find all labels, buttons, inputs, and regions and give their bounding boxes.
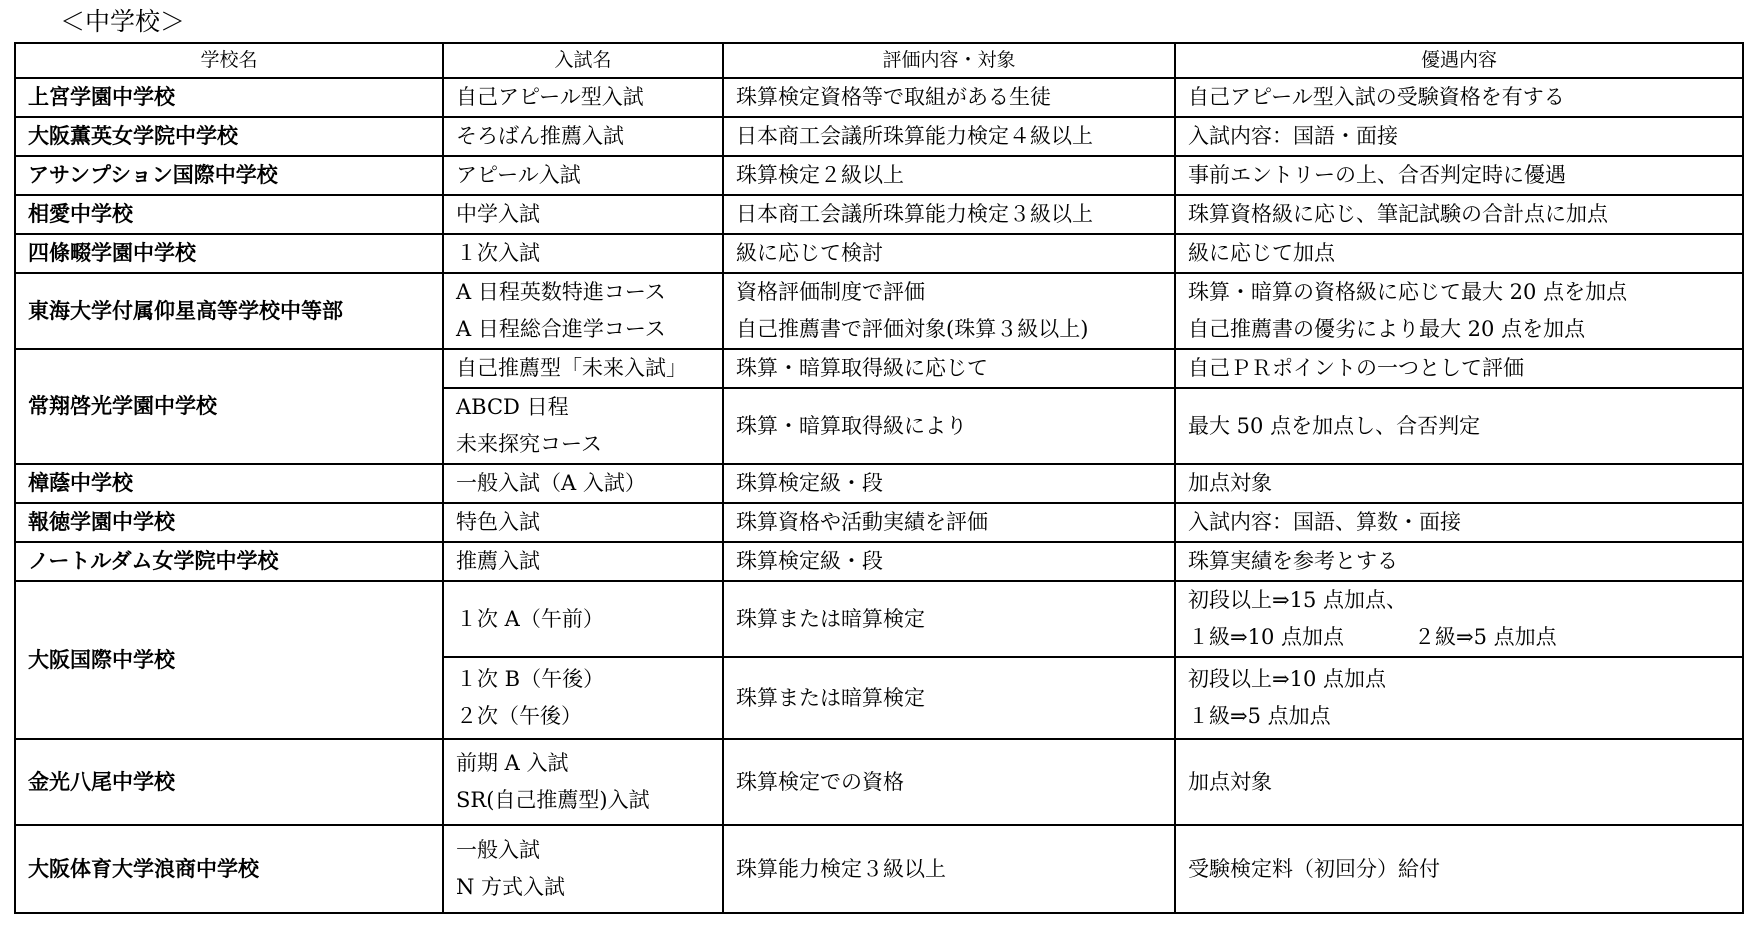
school-name: 大阪薫英女学院中学校 bbox=[15, 117, 443, 156]
evaluation: 珠算能力検定３級以上 bbox=[723, 825, 1175, 913]
table-row bbox=[15, 117, 1743, 156]
exam-name: 推薦入試 bbox=[443, 542, 723, 581]
evaluation: 珠算または暗算検定 bbox=[723, 581, 1175, 657]
table-row bbox=[15, 581, 1743, 657]
table-row bbox=[15, 273, 1743, 349]
preference: 事前エントリーの上、合否判定時に優遇 bbox=[1175, 156, 1743, 195]
table-header-row bbox=[15, 43, 1743, 78]
evaluation: 珠算または暗算検定 bbox=[723, 657, 1175, 739]
preference: 級に応じて加点 bbox=[1175, 234, 1743, 273]
admission-table bbox=[14, 42, 1744, 914]
evaluation: 珠算検定級・段 bbox=[723, 464, 1175, 503]
school-name: 上宮学園中学校 bbox=[15, 78, 443, 117]
evaluation: 珠算・暗算取得級に応じて bbox=[723, 349, 1175, 388]
evaluation: 珠算検定資格等で取組がある生徒 bbox=[723, 78, 1175, 117]
exam-name: 特色入試 bbox=[443, 503, 723, 542]
exam-name: そろばん推薦入試 bbox=[443, 117, 723, 156]
school-name: 大阪国際中学校 bbox=[15, 581, 443, 739]
exam-name: アピール入試 bbox=[443, 156, 723, 195]
evaluation: 珠算資格や活動実績を評価 bbox=[723, 503, 1175, 542]
preference: 初段以上⇒10 点加点 １級⇒5 点加点 bbox=[1175, 657, 1743, 739]
school-name: ノートルダム女学院中学校 bbox=[15, 542, 443, 581]
preference: 加点対象 bbox=[1175, 464, 1743, 503]
exam-name: 一般入試（A 入試） bbox=[443, 464, 723, 503]
exam-name: １次入試 bbox=[443, 234, 723, 273]
table-row bbox=[15, 464, 1743, 503]
school-name: 相愛中学校 bbox=[15, 195, 443, 234]
exam-name: 一般入試 N 方式入試 bbox=[443, 825, 723, 913]
header-school: 学校名 bbox=[15, 43, 443, 78]
evaluation: 級に応じて検討 bbox=[723, 234, 1175, 273]
exam-name: 自己推薦型「未来入試」 bbox=[443, 349, 723, 388]
evaluation: 日本商工会議所珠算能力検定３級以上 bbox=[723, 195, 1175, 234]
school-name: 常翔啓光学園中学校 bbox=[15, 349, 443, 464]
section-heading: ＜中学校＞ bbox=[60, 7, 186, 36]
exam-name: A 日程英数特進コース A 日程総合進学コース bbox=[443, 273, 723, 349]
school-name: 金光八尾中学校 bbox=[15, 739, 443, 825]
exam-name: 自己アピール型入試 bbox=[443, 78, 723, 117]
exam-name: ABCD 日程 未来探究コース bbox=[443, 388, 723, 464]
table-row bbox=[15, 349, 1743, 388]
evaluation: 珠算・暗算取得級により bbox=[723, 388, 1175, 464]
preference: 受験検定料（初回分）給付 bbox=[1175, 825, 1743, 913]
table-row bbox=[15, 195, 1743, 234]
evaluation: 珠算検定級・段 bbox=[723, 542, 1175, 581]
school-name: アサンプション国際中学校 bbox=[15, 156, 443, 195]
exam-name: 中学入試 bbox=[443, 195, 723, 234]
preference: 珠算実績を参考とする bbox=[1175, 542, 1743, 581]
table-row bbox=[15, 542, 1743, 581]
header-exam: 入試名 bbox=[443, 43, 723, 78]
school-name: 報徳学園中学校 bbox=[15, 503, 443, 542]
exam-name: 前期 A 入試 SR(自己推薦型)入試 bbox=[443, 739, 723, 825]
school-name: 四條畷学園中学校 bbox=[15, 234, 443, 273]
preference: 自己アピール型入試の受験資格を有する bbox=[1175, 78, 1743, 117]
table-row bbox=[15, 156, 1743, 195]
table-row bbox=[15, 503, 1743, 542]
header-pref: 優遇内容 bbox=[1175, 43, 1743, 78]
preference: 入試内容：国語、算数・面接 bbox=[1175, 503, 1743, 542]
school-name: 東海大学付属仰星高等学校中等部 bbox=[15, 273, 443, 349]
preference: 最大 50 点を加点し、合否判定 bbox=[1175, 388, 1743, 464]
evaluation: 珠算検定２級以上 bbox=[723, 156, 1175, 195]
table-row bbox=[15, 825, 1743, 913]
preference: 珠算・暗算の資格級に応じて最大 20 点を加点 自己推薦書の優劣により最大 20 点を加点 bbox=[1175, 273, 1743, 349]
table-row bbox=[15, 78, 1743, 117]
preference: 入試内容：国語・面接 bbox=[1175, 117, 1743, 156]
evaluation: 日本商工会議所珠算能力検定４級以上 bbox=[723, 117, 1175, 156]
exam-name: １次 B（午後） ２次（午後） bbox=[443, 657, 723, 739]
preference: 加点対象 bbox=[1175, 739, 1743, 825]
exam-name: １次 A（午前） bbox=[443, 581, 723, 657]
table-row bbox=[15, 739, 1743, 825]
evaluation: 珠算検定での資格 bbox=[723, 739, 1175, 825]
preference: 珠算資格級に応じ、筆記試験の合計点に加点 bbox=[1175, 195, 1743, 234]
school-name: 大阪体育大学浪商中学校 bbox=[15, 825, 443, 913]
table-row bbox=[15, 234, 1743, 273]
header-eval: 評価内容・対象 bbox=[723, 43, 1175, 78]
evaluation: 資格評価制度で評価 自己推薦書で評価対象(珠算３級以上) bbox=[723, 273, 1175, 349]
preference: 初段以上⇒15 点加点、 １級⇒10 点加点 ２級⇒5 点加点 bbox=[1175, 581, 1743, 657]
preference: 自己ＰＲポイントの一つとして評価 bbox=[1175, 349, 1743, 388]
school-name: 樟蔭中学校 bbox=[15, 464, 443, 503]
